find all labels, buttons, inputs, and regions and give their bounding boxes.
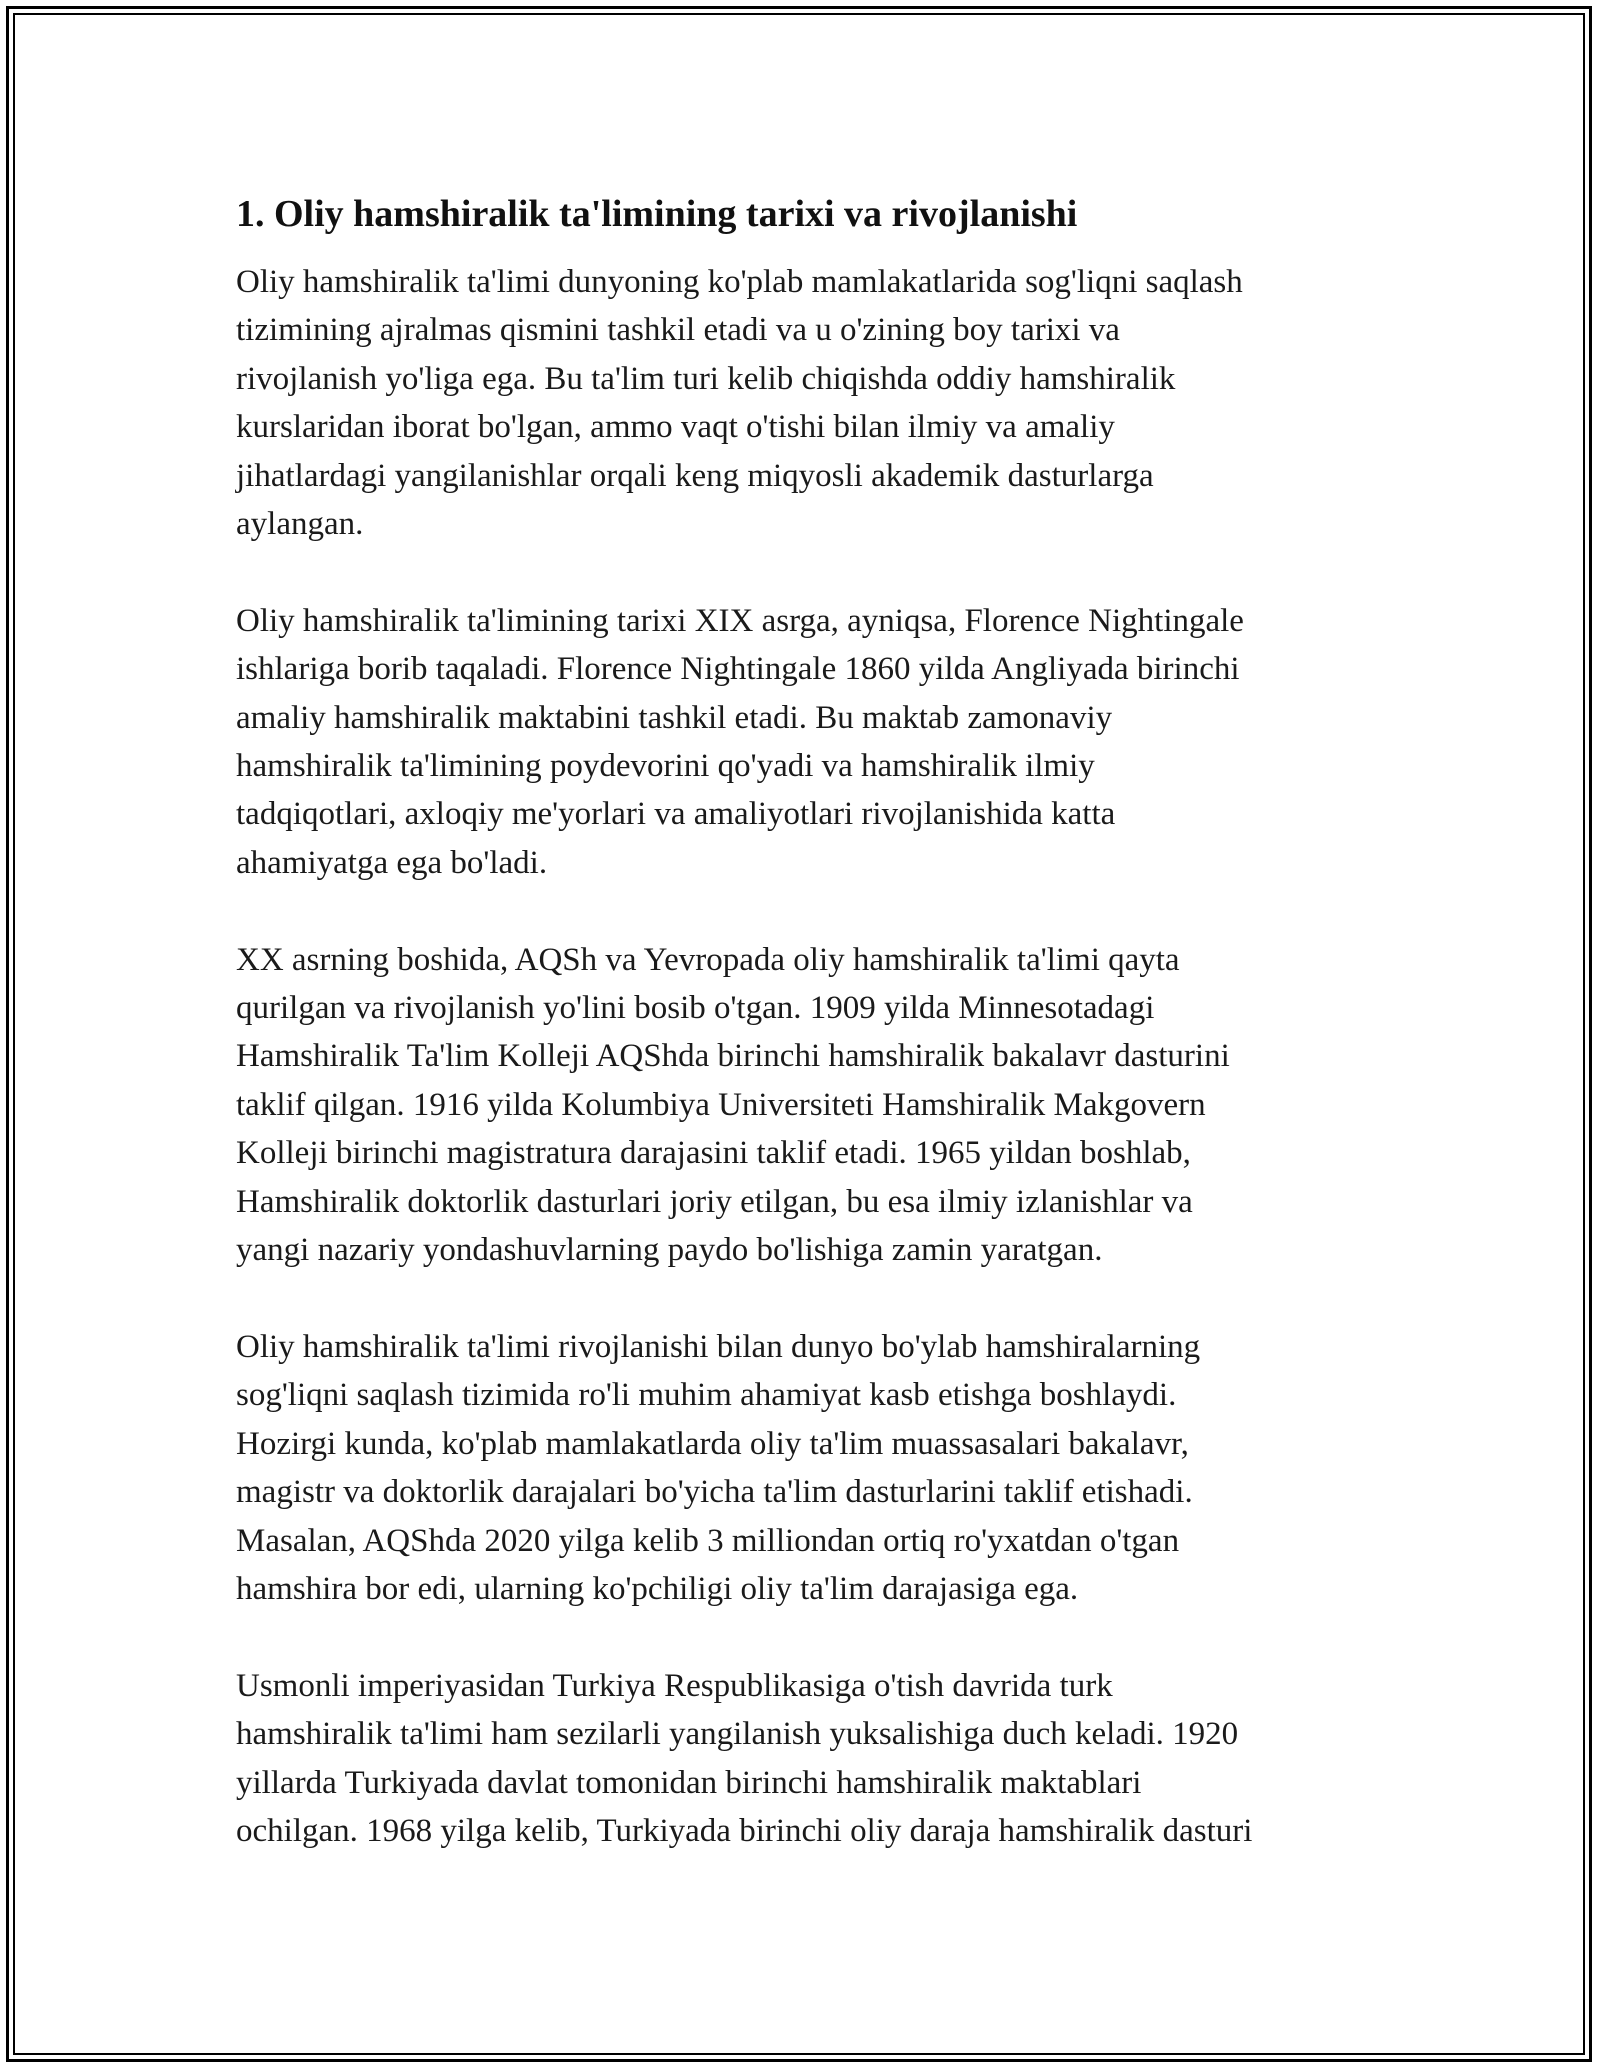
paragraph-1: Oliy hamshiralik ta'limi dunyoning ko'plab mamlakatlarida sog'liqni saqlash tizimining ajralmas qismini tashkil etadi va u o'zining boy tarixi va rivojlanish yo'liga ega. Bu ta'lim turi kelib chiqishda oddiy hamshiralik kurslaridan iborat bo'lgan, ammo vaqt o'tishi bilan ilmiy va amaliy jihatlardagi yangilanishlar orqali keng miqyosli akademik dasturlarga aylangan.	[236, 264, 1243, 543]
paragraph-2: Oliy hamshiralik ta'limining tarixi XIX asrga, ayniqsa, Florence Nightingale ishlariga borib taqaladi. Florence Nightingale 1860 yilda Angliyada birinchi amaliy hamshiralik maktabini tashkil etadi. Bu maktab zamonaviy hamshiralik ta'limining poydevorini qo'yadi va hamshiralik ilmiy tadqiqotlari, axloqiy me'yorlari va amaliyotlari rivojlanishida katta ahamiyatga ega bo'ladi.	[236, 602, 1244, 881]
section-heading: 1. Oliy hamshiralik ta'limining tarixi va rivojlanishi	[236, 193, 1078, 235]
paragraph-5: Usmonli imperiyasidan Turkiya Respublikasiga o'tish davrida turk hamshiralik ta'limi ham sezilarli yangilanish yuksalishiga duch keladi. 1920 yillarda Turkiyada davlat tomonidan birinchi hamshiralik maktablari ochilgan. 1968 yilga kelib, Turkiyada birinchi oliy daraja hamshiralik dasturi	[236, 1667, 1253, 1849]
paragraph-4: Oliy hamshiralik ta'limi rivojlanishi bilan dunyo bo'ylab hamshiralarning sog'liqni saqlash tizimida ro'li muhim ahamiyat kasb etishga boshlaydi. Hozirgi kunda, ko'plab mamlakatlarda oliy ta'lim muassasalari bakalavr, magistr va doktorlik darajalari bo'yicha ta'lim dasturlarini taklif etishadi. Masalan, AQShda 2020 yilga kelib 3 milliondan ortiq ro'yxatdan o'tgan hamshira bor edi, ularning ko'pchiligi oliy ta'lim darajasiga ega.	[236, 1328, 1201, 1607]
paragraph-3: XX asrning boshida, AQSh va Yevropada oliy hamshiralik ta'limi qayta qurilgan va rivojlanish yo'lini bosib o'tgan. 1909 yilda Minnesotadagi Hamshiralik Ta'lim Kolleji AQShda birinchi hamshiralik bakalavr dasturini taklif qilgan. 1916 yilda Kolumbiya Universiteti Hamshiralik Makgovern Kolleji birinchi magistratura darajasini taklif etadi. 1965 yildan boshlab, Hamshiralik doktorlik dasturlari joriy etilgan, bu esa ilmiy izlanishlar va yangi nazariy yondashuvlarning paydo bo'lishiga zamin yaratgan.	[236, 941, 1230, 1269]
document-body	[236, 190, 1376, 1904]
